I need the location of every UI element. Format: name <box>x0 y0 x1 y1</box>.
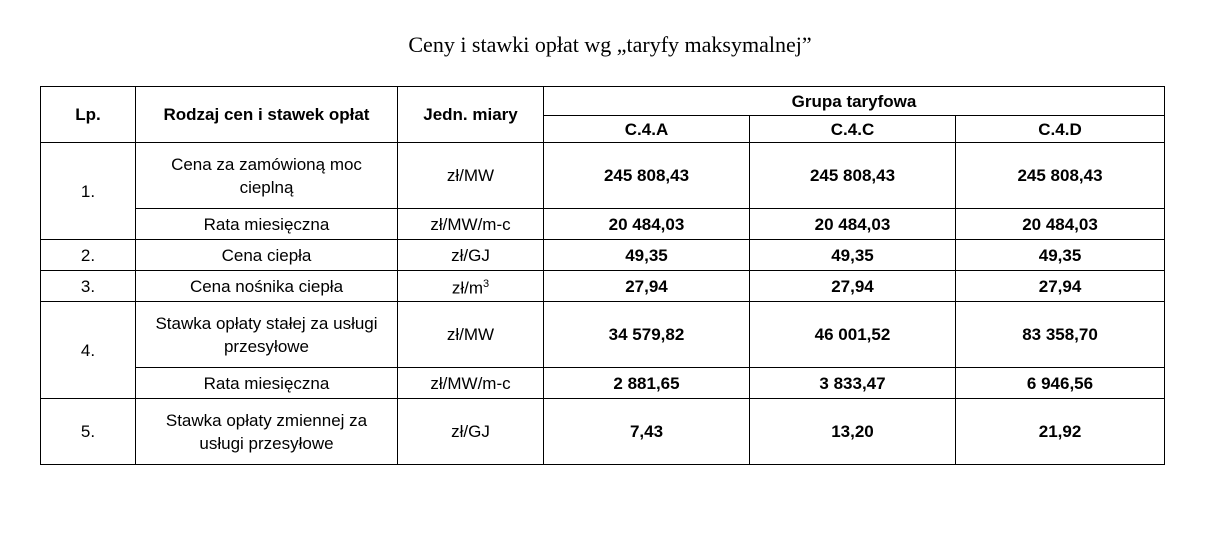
row-unit: zł/MW <box>398 143 544 209</box>
table-row <box>41 368 1165 399</box>
value-c4d: 245 808,43 <box>956 143 1165 209</box>
row-name: Rata miesięczna <box>136 209 398 240</box>
row-lp: 5. <box>41 399 136 465</box>
table-row <box>41 143 1165 209</box>
value-c4a: 7,43 <box>544 399 750 465</box>
value-c4a: 2 881,65 <box>544 368 750 399</box>
row-name: Cena za zamówioną moc cieplną <box>136 143 398 209</box>
header-c4d: C.4.D <box>956 116 1165 143</box>
row-unit: zł/GJ <box>398 240 544 271</box>
value-c4d: 27,94 <box>956 271 1165 302</box>
header-c4a: C.4.A <box>544 116 750 143</box>
table-row <box>41 399 1165 465</box>
value-c4d: 20 484,03 <box>956 209 1165 240</box>
row-name: Stawka opłaty stałej za usługi przesyłowe <box>136 302 398 368</box>
value-c4c: 13,20 <box>750 399 956 465</box>
row-lp: 3. <box>41 271 136 302</box>
table-row <box>41 271 1165 302</box>
header-rodzaj: Rodzaj cen i stawek opłat <box>136 87 398 143</box>
row-name: Stawka opłaty zmiennej za usługi przesyłowe <box>136 399 398 465</box>
row-unit: zł/GJ <box>398 399 544 465</box>
value-c4a: 20 484,03 <box>544 209 750 240</box>
row-lp: 4. <box>41 302 136 399</box>
value-c4d: 6 946,56 <box>956 368 1165 399</box>
value-c4c: 46 001,52 <box>750 302 956 368</box>
row-unit: zł/MW/m-c <box>398 209 544 240</box>
value-c4a: 245 808,43 <box>544 143 750 209</box>
row-unit <box>398 271 544 302</box>
value-c4c: 245 808,43 <box>750 143 956 209</box>
table-row <box>41 240 1165 271</box>
row-name: Rata miesięczna <box>136 368 398 399</box>
value-c4c: 49,35 <box>750 240 956 271</box>
header-grupa: Grupa taryfowa <box>544 87 1165 116</box>
unit-base: zł/m <box>451 278 484 298</box>
header-c4c: C.4.C <box>750 116 956 143</box>
value-c4d: 83 358,70 <box>956 302 1165 368</box>
header-lp: Lp. <box>41 87 136 143</box>
value-c4c: 27,94 <box>750 271 956 302</box>
row-unit: zł/MW <box>398 302 544 368</box>
row-unit: zł/MW/m-c <box>398 368 544 399</box>
header-jedn: Jedn. miary <box>398 87 544 143</box>
value-c4a: 49,35 <box>544 240 750 271</box>
value-c4c: 3 833,47 <box>750 368 956 399</box>
value-c4a: 34 579,82 <box>544 302 750 368</box>
value-c4c: 20 484,03 <box>750 209 956 240</box>
row-lp: 1. <box>41 143 136 240</box>
unit-exponent: 3 <box>483 277 490 290</box>
tariff-table <box>40 86 1165 465</box>
value-c4d: 21,92 <box>956 399 1165 465</box>
table-row <box>41 209 1165 240</box>
page-title: Ceny i stawki opłat wg „taryfy maksymalnej” <box>408 32 812 57</box>
header-row <box>41 87 1165 116</box>
value-c4d: 49,35 <box>956 240 1165 271</box>
row-lp: 2. <box>41 240 136 271</box>
row-name: Cena nośnika ciepła <box>136 271 398 302</box>
value-c4a: 27,94 <box>544 271 750 302</box>
table-row <box>41 302 1165 368</box>
row-name: Cena ciepła <box>136 240 398 271</box>
